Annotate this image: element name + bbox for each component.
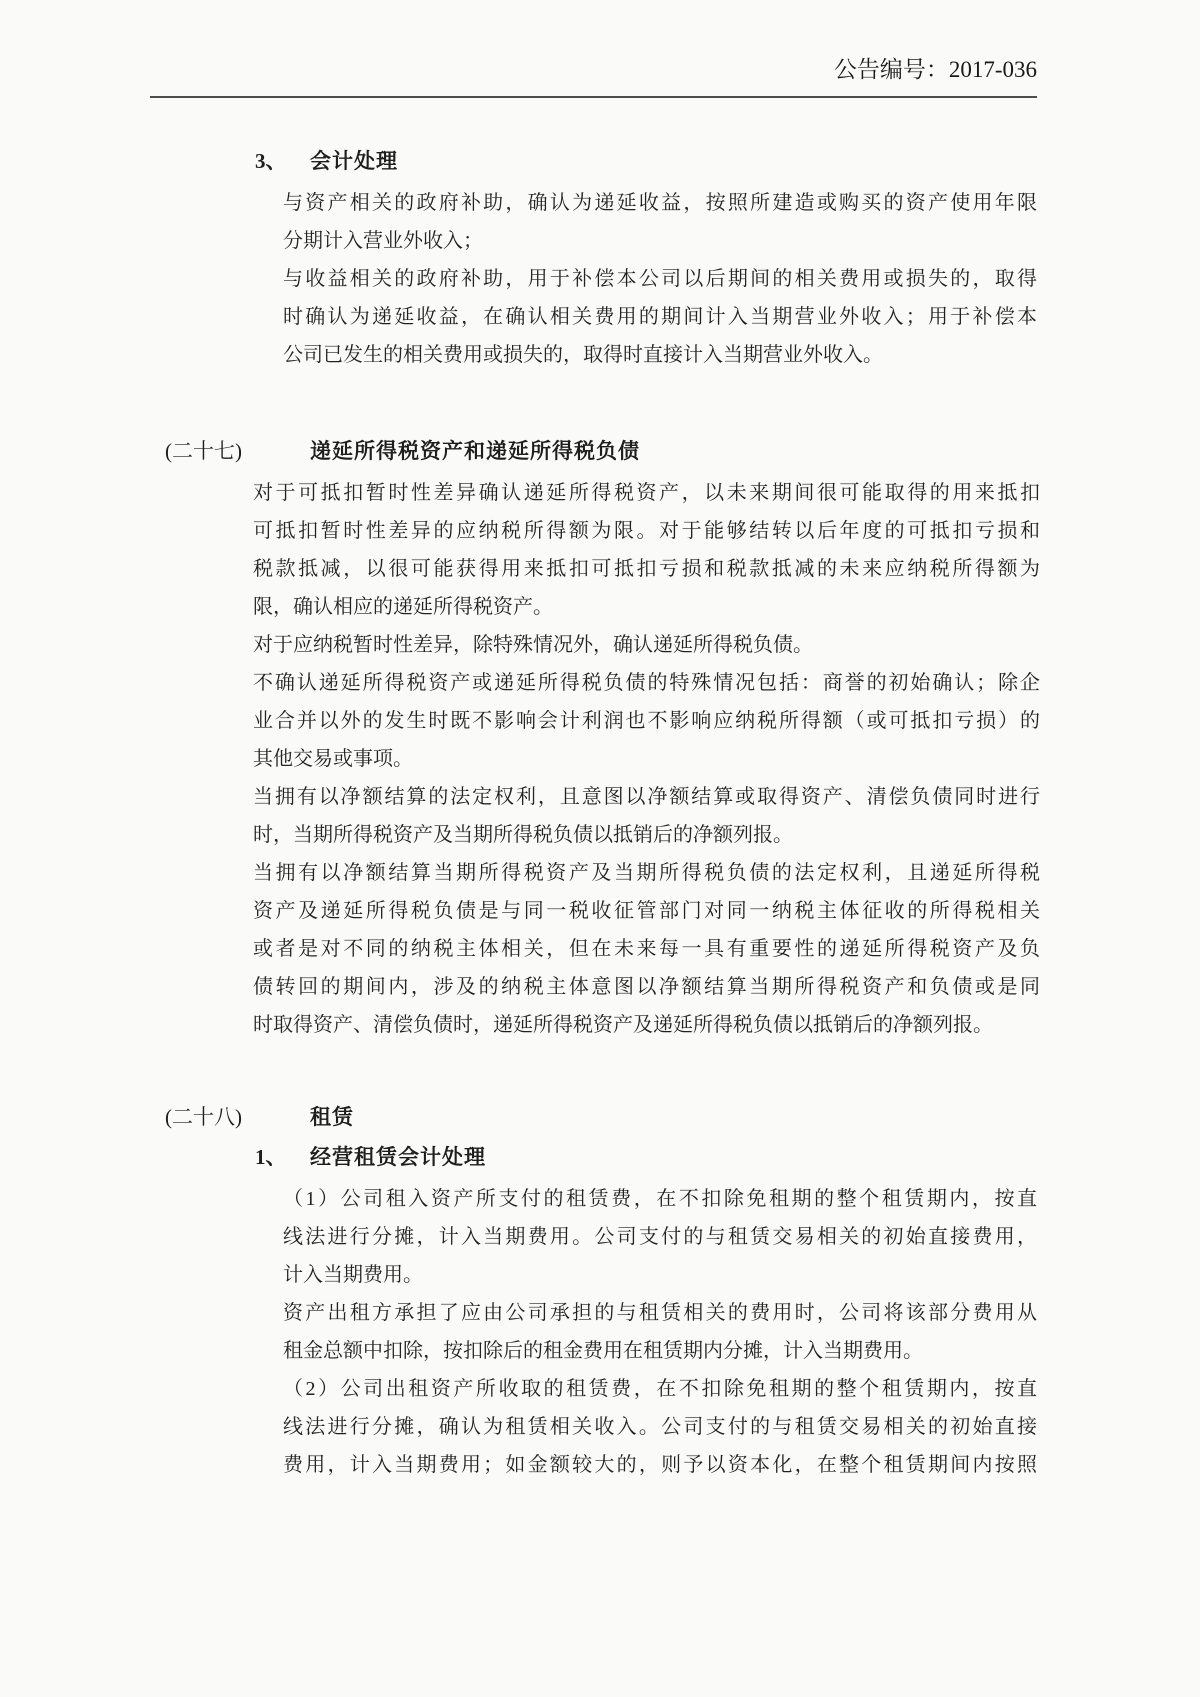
text-line: 分期计入营业外收入；	[283, 230, 483, 252]
text-line: 时取得资产、清偿负债时，递延所得税资产及递延所得税负债以抵销后的净额列报。	[253, 1014, 993, 1036]
paragraph	[283, 1294, 1037, 1370]
section-body	[283, 1180, 1037, 1484]
text-line: 债转回的期间内，涉及的纳税主体意图以净额结算当期所得税资产和负债或是同	[253, 976, 1040, 998]
section-heading	[165, 1102, 1037, 1132]
section-title: 租赁	[310, 1105, 354, 1129]
section-number: (二十七)	[165, 439, 242, 463]
document-content	[165, 146, 1040, 1484]
paragraph	[283, 1180, 1037, 1294]
section-title: 经营租赁会计处理	[310, 1145, 486, 1169]
text-line: 限，确认相应的递延所得税资产。	[253, 596, 553, 618]
section-title: 递延所得税资产和递延所得税负债	[310, 439, 640, 463]
text-line: 线法进行分摊，确认为租赁相关收入。公司支付的与租赁交易相关的初始直接	[283, 1416, 1037, 1438]
text-line: 当拥有以净额结算的法定权利，且意图以净额结算或取得资产、清偿负债同时进行	[253, 786, 1040, 808]
section-body	[253, 474, 1040, 1044]
text-line: 税款抵减，以很可能获得用来抵扣可抵扣亏损和税款抵减的未来应纳税所得额为	[253, 558, 1040, 580]
section-operating-lease	[165, 1142, 1037, 1484]
section-heading	[165, 146, 1037, 176]
text-line: 或者是对不同的纳税主体相关，但在未来每一具有重要性的递延所得税资产及负	[253, 938, 1040, 960]
paragraph	[253, 664, 1040, 778]
text-line: 与资产相关的政府补助，确认为递延收益，按照所建造或购买的资产使用年限	[283, 192, 1037, 214]
text-line: 公司已发生的相关费用或损失的，取得时直接计入当期营业外收入。	[283, 344, 883, 366]
text-line: 其他交易或事项。	[253, 748, 413, 770]
text-line: （1）公司租入资产所支付的租赁费，在不扣除免租期的整个租赁期内，按直	[283, 1188, 1037, 1210]
text-line: 对于可抵扣暂时性差异确认递延所得税资产，以未来期间很可能取得的用来抵扣	[253, 482, 1040, 504]
section-number: (二十八)	[165, 1105, 242, 1129]
section-heading	[165, 436, 1037, 466]
section-number: 3、	[255, 149, 287, 173]
paragraph	[253, 626, 1040, 664]
text-line: 资产及递延所得税负债是与同一税收征管部门对同一纳税主体征收的所得税相关	[253, 900, 1040, 922]
text-line: （2）公司出租资产所收取的租赁费，在不扣除免租期的整个租赁期内，按直	[283, 1378, 1037, 1400]
section-title: 会计处理	[310, 149, 398, 173]
text-line: 资产出租方承担了应由公司承担的与租赁相关的费用时，公司将该部分费用从	[283, 1302, 1037, 1324]
paragraph	[283, 1370, 1037, 1484]
text-line: 可抵扣暂时性差异的应纳税所得额为限。对于能够结转以后年度的可抵扣亏损和	[253, 520, 1040, 542]
text-line: 对于应纳税暂时性差异，除特殊情况外，确认递延所得税负债。	[253, 634, 813, 656]
paragraph	[253, 778, 1040, 854]
text-line: 租金总额中扣除，按扣除后的租金费用在租赁期内分摊，计入当期费用。	[283, 1340, 923, 1362]
text-line: 费用，计入当期费用；如金额较大的，则予以资本化，在整个租赁期间内按照	[283, 1454, 1037, 1476]
text-line: 与收益相关的政府补助，用于补偿本公司以后期间的相关费用或损失的，取得	[283, 268, 1037, 290]
section-deferred-tax	[165, 436, 1040, 1044]
text-line: 线法进行分摊，计入当期费用。公司支付的与租赁交易相关的初始直接费用，	[283, 1226, 1037, 1248]
text-line: 业合并以外的发生时既不影响会计利润也不影响应纳税所得额（或可抵扣亏损）的	[253, 710, 1040, 732]
paragraph	[283, 184, 1037, 260]
text-line: 当拥有以净额结算当期所得税资产及当期所得税负债的法定权利，且递延所得税	[253, 862, 1040, 884]
section-number: 1、	[255, 1145, 287, 1169]
text-line: 不确认递延所得税资产或递延所得税负债的特殊情况包括：商誉的初始确认；除企	[253, 672, 1040, 694]
text-line: 时，当期所得税资产及当期所得税负债以抵销后的净额列报。	[253, 824, 793, 846]
page-header	[0, 0, 1200, 84]
text-line: 计入当期费用。	[283, 1264, 423, 1286]
section-body	[283, 184, 1037, 374]
header-rule	[150, 96, 1037, 98]
section-heading	[165, 1142, 1037, 1172]
section-accounting-treatment	[165, 146, 1037, 374]
paragraph	[283, 260, 1037, 374]
announcement-number: 公告编号：2017-036	[833, 57, 1037, 82]
paragraph	[253, 854, 1040, 1044]
text-line: 时确认为递延收益，在确认相关费用的期间计入当期营业外收入；用于补偿本	[283, 306, 1037, 328]
paragraph	[253, 474, 1040, 626]
section-lease	[165, 1102, 1037, 1132]
